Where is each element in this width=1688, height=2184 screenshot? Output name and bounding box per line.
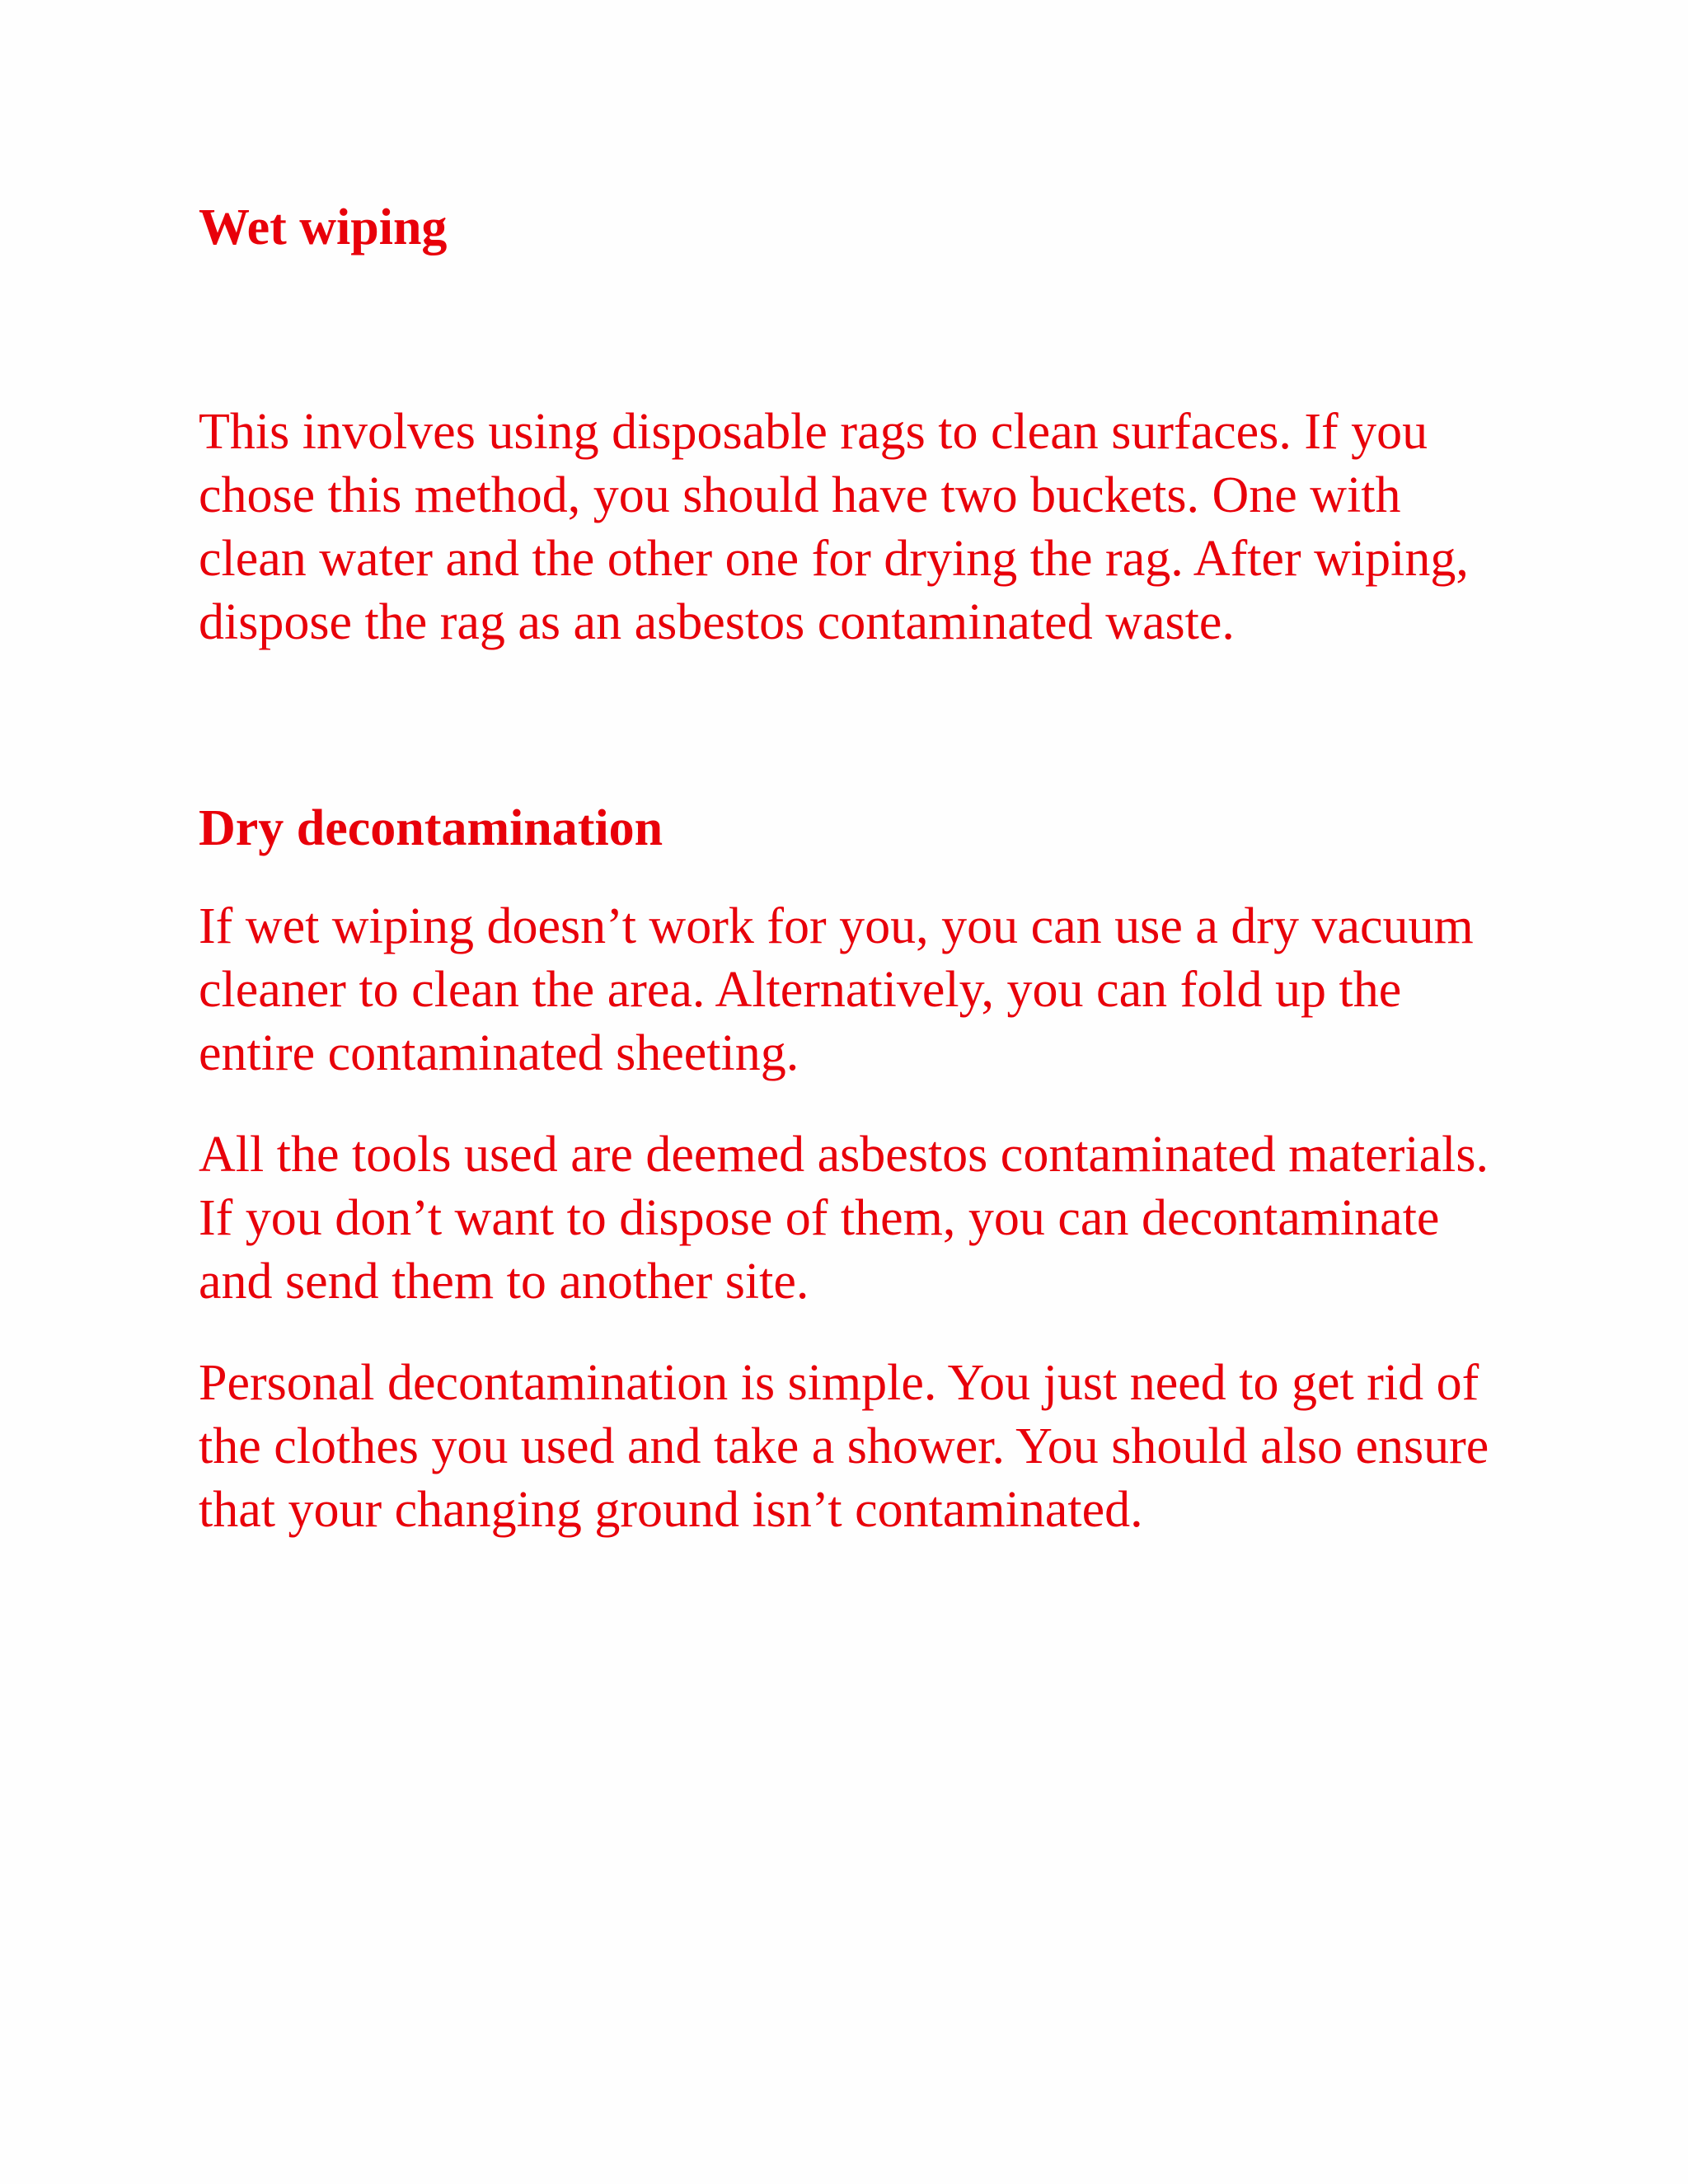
paragraph-personal-decontamination: Personal decontamination is simple. You just need to get rid of the clothes you used and take a shower. You should also ensure that your changing ground isn’t contaminated.: [199, 1355, 1489, 1538]
paragraph-tools-contaminated: All the tools used are deemed asbestos contaminated materials. If you don’t want to dispose of them, you can decontaminate and send them to another site.: [199, 1127, 1489, 1310]
section-heading-wet-wiping: Wet wiping: [199, 199, 448, 255]
section-heading-dry-decontamination: Dry decontamination: [199, 800, 663, 856]
paragraph-wet-wiping: This involves using disposable rags to clean surfaces. If you chose this method, you should have two buckets. One with clean water and the other one for drying the rag. After wiping, dispose the rag as an asbestos contaminated waste.: [199, 404, 1469, 650]
document-body: [199, 196, 1517, 1542]
paragraph-dry-vacuum: If wet wiping doesn’t work for you, you can use a dry vacuum cleaner to clean the area. Alternatively, you can fold up the entire contaminated sheeting.: [199, 898, 1474, 1081]
